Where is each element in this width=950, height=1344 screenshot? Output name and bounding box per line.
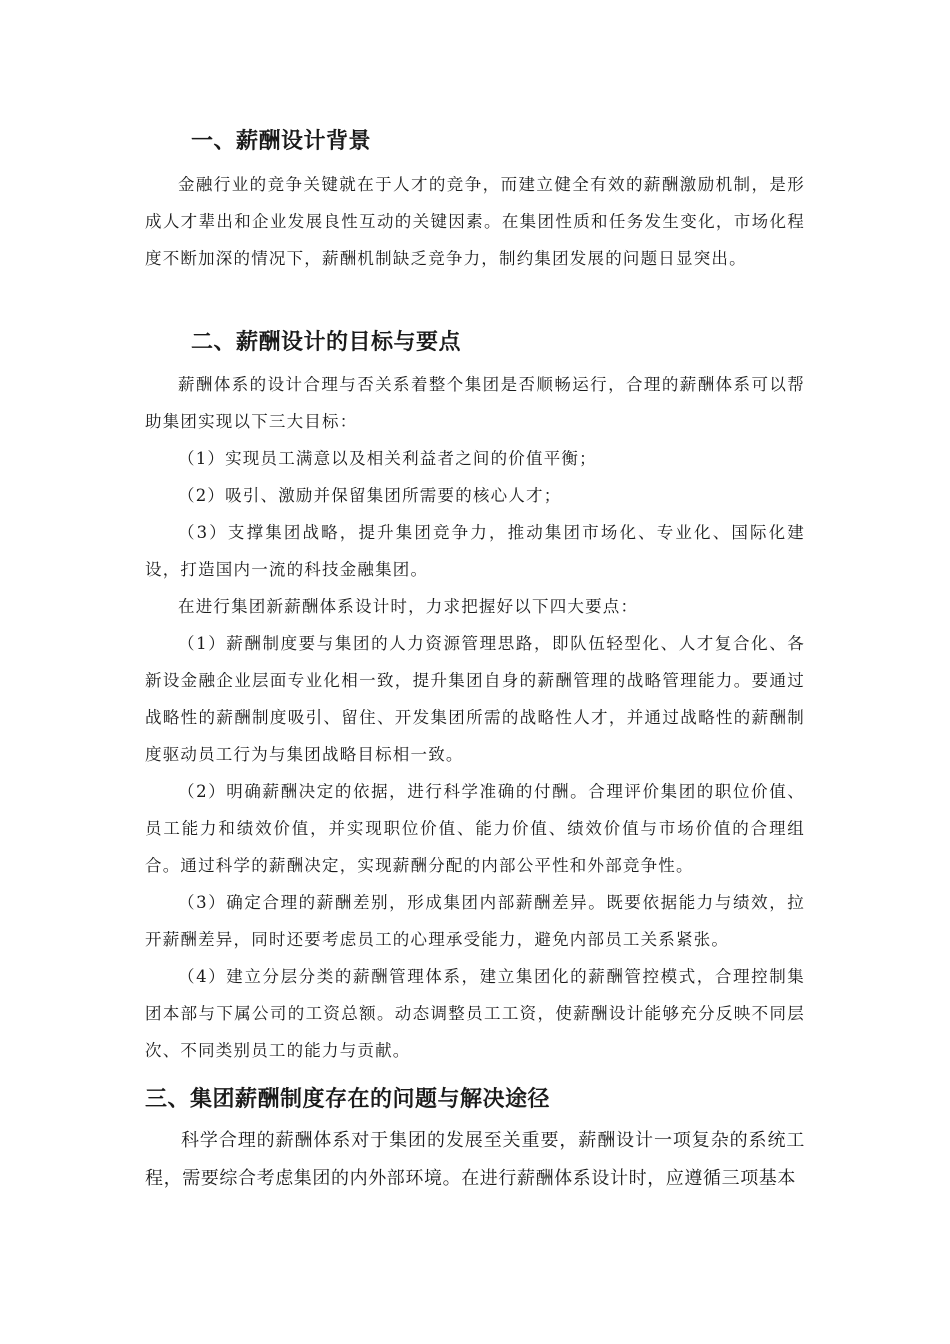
list-item: （1）实现员工满意以及相关利益者之间的价值平衡； (178, 449, 597, 468)
section-heading-2: 二、薪酬设计的目标与要点 (191, 330, 462, 355)
list-item: （3）支撑集团战略，提升集团竞争力，推动集团市场化、专业化、国际化建设，打造国内一流的科技金融集团。 (145, 523, 805, 579)
paragraph: 金融行业的竞争关键就在于人才的竞争，而建立健全有效的薪酬激励机制，是形成人才辈出和企业发展良性互动的关键因素。在集团性质和任务发生变化，市场化程度不断加深的情况下，薪酬机制缺乏竞争力，制约集团发展的问题日显突出。 (145, 175, 805, 268)
paragraph: 在进行集团新薪酬体系设计时，力求把握好以下四大要点： (178, 597, 639, 616)
list-item: （4）建立分层分类的薪酬管理体系，建立集团化的薪酬管控模式，合理控制集团本部与下属公司的工资总额。动态调整员工工资，使薪酬设计能够充分反映不同层次、不同类别员工的能力与贡献。 (145, 967, 805, 1060)
paragraph: 科学合理的薪酬体系对于集团的发展至关重要，薪酬设计一项复杂的系统工程，需要综合考虑集团的内外部环境。在进行薪酬体系设计时，应遵循三项基本 (145, 1130, 805, 1189)
paragraph: 薪酬体系的设计合理与否关系着整个集团是否顺畅运行，合理的薪酬体系可以帮助集团实现以下三大目标： (145, 375, 805, 431)
list-item: （2）明确薪酬决定的依据，进行科学准确的付酬。合理评价集团的职位价值、员工能力和绩效价值，并实现职位价值、能力价值、绩效价值与市场价值的合理组合。通过科学的薪酬决定，实现薪酬分配的内部公平性和外部竞争性。 (145, 782, 805, 875)
section-heading-3: 三、集团薪酬制度存在的问题与解决途径 (145, 1087, 551, 1112)
list-item: （1）薪酬制度要与集团的人力资源管理思路，即队伍轻型化、人才复合化、各新设金融企业层面专业化相一致，提升集团自身的薪酬管理的战略管理能力。要通过战略性的薪酬制度吸引、留住、开发集团所需的战略性人才，并通过战略性的薪酬制度驱动员工行为与集团战略目标相一致。 (145, 634, 805, 764)
list-item: （2）吸引、激励并保留集团所需要的核心人才； (178, 486, 562, 505)
list-item: （3）确定合理的薪酬差别，形成集团内部薪酬差异。既要依据能力与绩效，拉开薪酬差异，同时还要考虑员工的心理承受能力，避免内部员工关系紧张。 (145, 893, 805, 949)
section-heading-1: 一、薪酬设计背景 (191, 129, 372, 154)
